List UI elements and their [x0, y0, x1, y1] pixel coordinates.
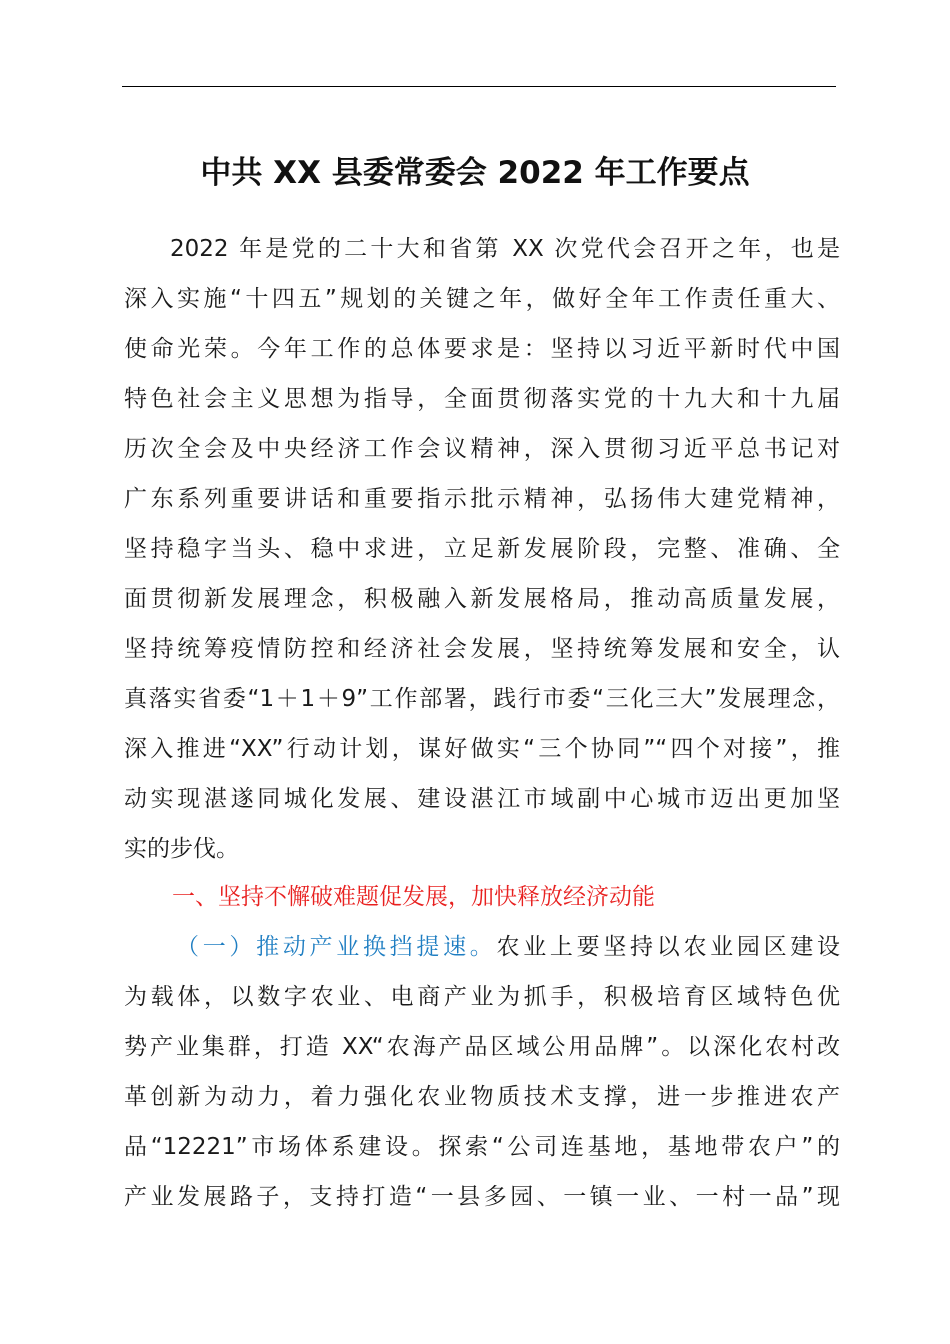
- text-line: 为载体，以数字农业、电商产业为抓手，积极培育区域特色优: [124, 984, 840, 1010]
- text-line: 特色社会主义思想为指导，全面贯彻落实党的十九大和十九届: [124, 386, 840, 412]
- document-title: 中共 XX 县委常委会 2022 年工作要点: [200, 155, 750, 191]
- text-line: 品“12221”市场体系建设。探索“公司连基地，基地带农户”的: [124, 1134, 840, 1160]
- text-line: 深入实施“十四五”规划的关键之年，做好全年工作责任重大、: [124, 286, 840, 312]
- subsection-first-line: [176, 930, 840, 964]
- text-line: 动实现湛遂同城化发展、建设湛江市域副中心城市迈出更加坚: [124, 786, 840, 812]
- text-line: 面贯彻新发展理念，积极融入新发展格局，推动高质量发展，: [124, 586, 840, 612]
- text-line: 革创新为动力，着力强化农业物质技术支撑，进一步推进农产: [124, 1084, 840, 1110]
- text-line: 实的步伐。: [124, 836, 239, 862]
- section-heading: 一、坚持不懈破难题促发展，加快释放经济动能: [172, 884, 655, 910]
- text-line: 2022 年是党的二十大和省第 XX 次党代会召开之年，也是: [170, 236, 840, 262]
- text-line: 真落实省委“1＋1＋9”工作部署，践行市委“三化三大”发展理念，: [124, 686, 840, 712]
- text-line: 坚持稳字当头、稳中求进，立足新发展阶段，完整、准确、全: [124, 536, 840, 562]
- text-line: 历次全会及中央经济工作会议精神，深入贯彻习近平总书记对: [124, 436, 840, 462]
- header-rule: [122, 86, 836, 87]
- subsection-text: 农业上要坚持以农业园区建设: [496, 934, 841, 960]
- text-line: 广东系列重要讲话和重要指示批示精神，弘扬伟大建党精神，: [124, 486, 840, 512]
- subsection-heading: （一）推动产业换挡提速。: [176, 934, 497, 960]
- text-line: 使命光荣。今年工作的总体要求是：坚持以习近平新时代中国: [124, 336, 840, 362]
- text-line: 势产业集群，打造 XX“农海产品区域公用品牌”。以深化农村改: [124, 1034, 840, 1060]
- text-line: 坚持统筹疫情防控和经济社会发展，坚持统筹发展和安全，认: [124, 636, 840, 662]
- text-line: 产业发展路子，支持打造“一县多园、一镇一业、一村一品”现: [124, 1184, 840, 1210]
- text-line: 深入推进“XX”行动计划，谋好做实“三个协同”“四个对接”，推: [124, 736, 840, 762]
